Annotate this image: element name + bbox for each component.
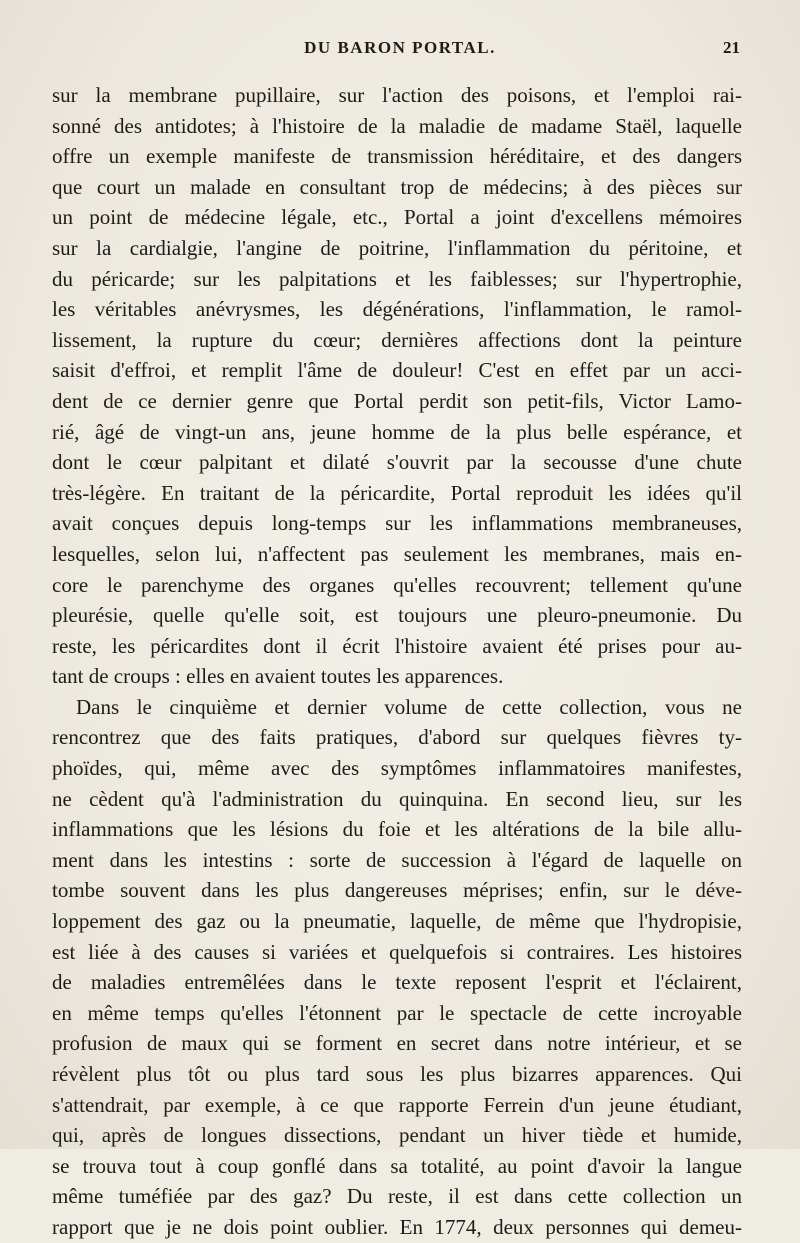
text-line: ment dans les intestins : sorte de succession à l'égard de laquelle on — [52, 847, 742, 872]
text-line: phoïdes, qui, même avec des symptômes inflammatoires manifestes, — [52, 756, 742, 781]
text-line: tant de croups : elles en avaient toutes les apparences. — [52, 664, 504, 689]
text-line: les véritables anévrysmes, les dégénérations, l'inflammation, le ramol- — [52, 297, 742, 322]
text-line: de maladies entremêlées dans le texte reposent l'esprit et l'éclairent, — [52, 970, 742, 995]
text-line: sur la cardialgie, l'angine de poitrine, l'inflammation du péritoine, et — [52, 235, 742, 260]
text-line: dont le cœur palpitant et dilaté s'ouvrit par la secousse d'une chute — [52, 450, 742, 475]
running-head — [60, 38, 740, 68]
text-line: sonné des antidotes; à l'histoire de la maladie de madame Staël, laquelle — [52, 113, 742, 138]
text-line: dent de ce dernier genre que Portal perdit son petit-fils, Victor Lamo- — [52, 388, 742, 413]
text-line: pleurésie, quelle qu'elle soit, est toujours une pleuro-pneumonie. Du — [52, 603, 742, 628]
text-line: core le parenchyme des organes qu'elles recouvrent; tellement qu'une — [52, 572, 742, 597]
text-line: rapport que je ne dois point oublier. En 1774, deux personnes qui demeu- — [52, 1214, 742, 1239]
text-line: saisit d'effroi, et remplit l'âme de douleur! C'est en effet par un acci- — [52, 358, 742, 383]
text-line: offre un exemple manifeste de transmission héréditaire, et des dangers — [52, 144, 742, 169]
text-line: rencontrez que des faits pratiques, d'abord sur quelques fièvres ty- — [52, 725, 742, 750]
text-line: sur la membrane pupillaire, sur l'action des poisons, et l'emploi rai- — [52, 83, 742, 107]
text-line: très-légère. En traitant de la péricardite, Portal reproduit les idées qu'il — [52, 480, 742, 505]
text-line: s'attendrait, par exemple, à ce que rapporte Ferrein d'un jeune étudiant, — [52, 1092, 742, 1117]
body-text — [52, 80, 742, 1243]
text-line: révèlent plus tôt ou plus tard sous les plus bizarres apparences. Qui — [52, 1062, 742, 1086]
text-line: loppement des gaz ou la pneumatie, laquelle, de même que l'hydropisie, — [52, 909, 742, 934]
text-line: même tuméfiée par des gaz? Du reste, il est dans cette collection un — [52, 1184, 742, 1209]
running-title: DU BARON PORTAL. — [304, 38, 496, 57]
text-line: inflammations que les lésions du foie et les altérations de la bile allu- — [52, 817, 742, 842]
text-line: lesquelles, selon lui, n'affectent pas seulement les membranes, mais en- — [52, 541, 742, 566]
text-line: reste, les péricardites dont il écrit l'histoire avaient été prises pour au- — [52, 633, 742, 658]
text-line: du péricarde; sur les palpitations et les faiblesses; sur l'hypertrophie, — [52, 266, 742, 291]
text-line: se trouva tout à coup gonflé dans sa totalité, au point d'avoir la langue — [52, 1153, 742, 1178]
text-line: lissement, la rupture du cœur; dernières affections dont la peinture — [52, 327, 742, 352]
text-line: que court un malade en consultant trop de médecins; à des pièces sur — [52, 174, 742, 199]
text-line: Dans le cinquième et dernier volume de cette collection, vous ne — [76, 694, 742, 719]
page-number: 21 — [723, 38, 740, 57]
text-line: profusion de maux qui se forment en secret dans notre intérieur, et se — [52, 1031, 742, 1056]
text-line: un point de médecine légale, etc., Portal a joint d'excellens mémoires — [52, 205, 742, 230]
text-line: est liée à des causes si variées et quelquefois si contraires. Les histoires — [52, 939, 742, 964]
text-line: avait conçues depuis long-temps sur les inflammations membraneuses, — [52, 511, 742, 536]
text-line: en même temps qu'elles l'étonnent par le spectacle de cette incroyable — [52, 1000, 742, 1025]
text-line: qui, après de longues dissections, pendant un hiver tiède et humide, — [52, 1123, 742, 1148]
text-line: ne cèdent qu'à l'administration du quinquina. En second lieu, sur les — [52, 786, 742, 811]
text-line: rié, âgé de vingt-un ans, jeune homme de la plus belle espérance, et — [52, 419, 742, 444]
text-line: tombe souvent dans les plus dangereuses méprises; enfin, sur le déve- — [52, 878, 742, 903]
